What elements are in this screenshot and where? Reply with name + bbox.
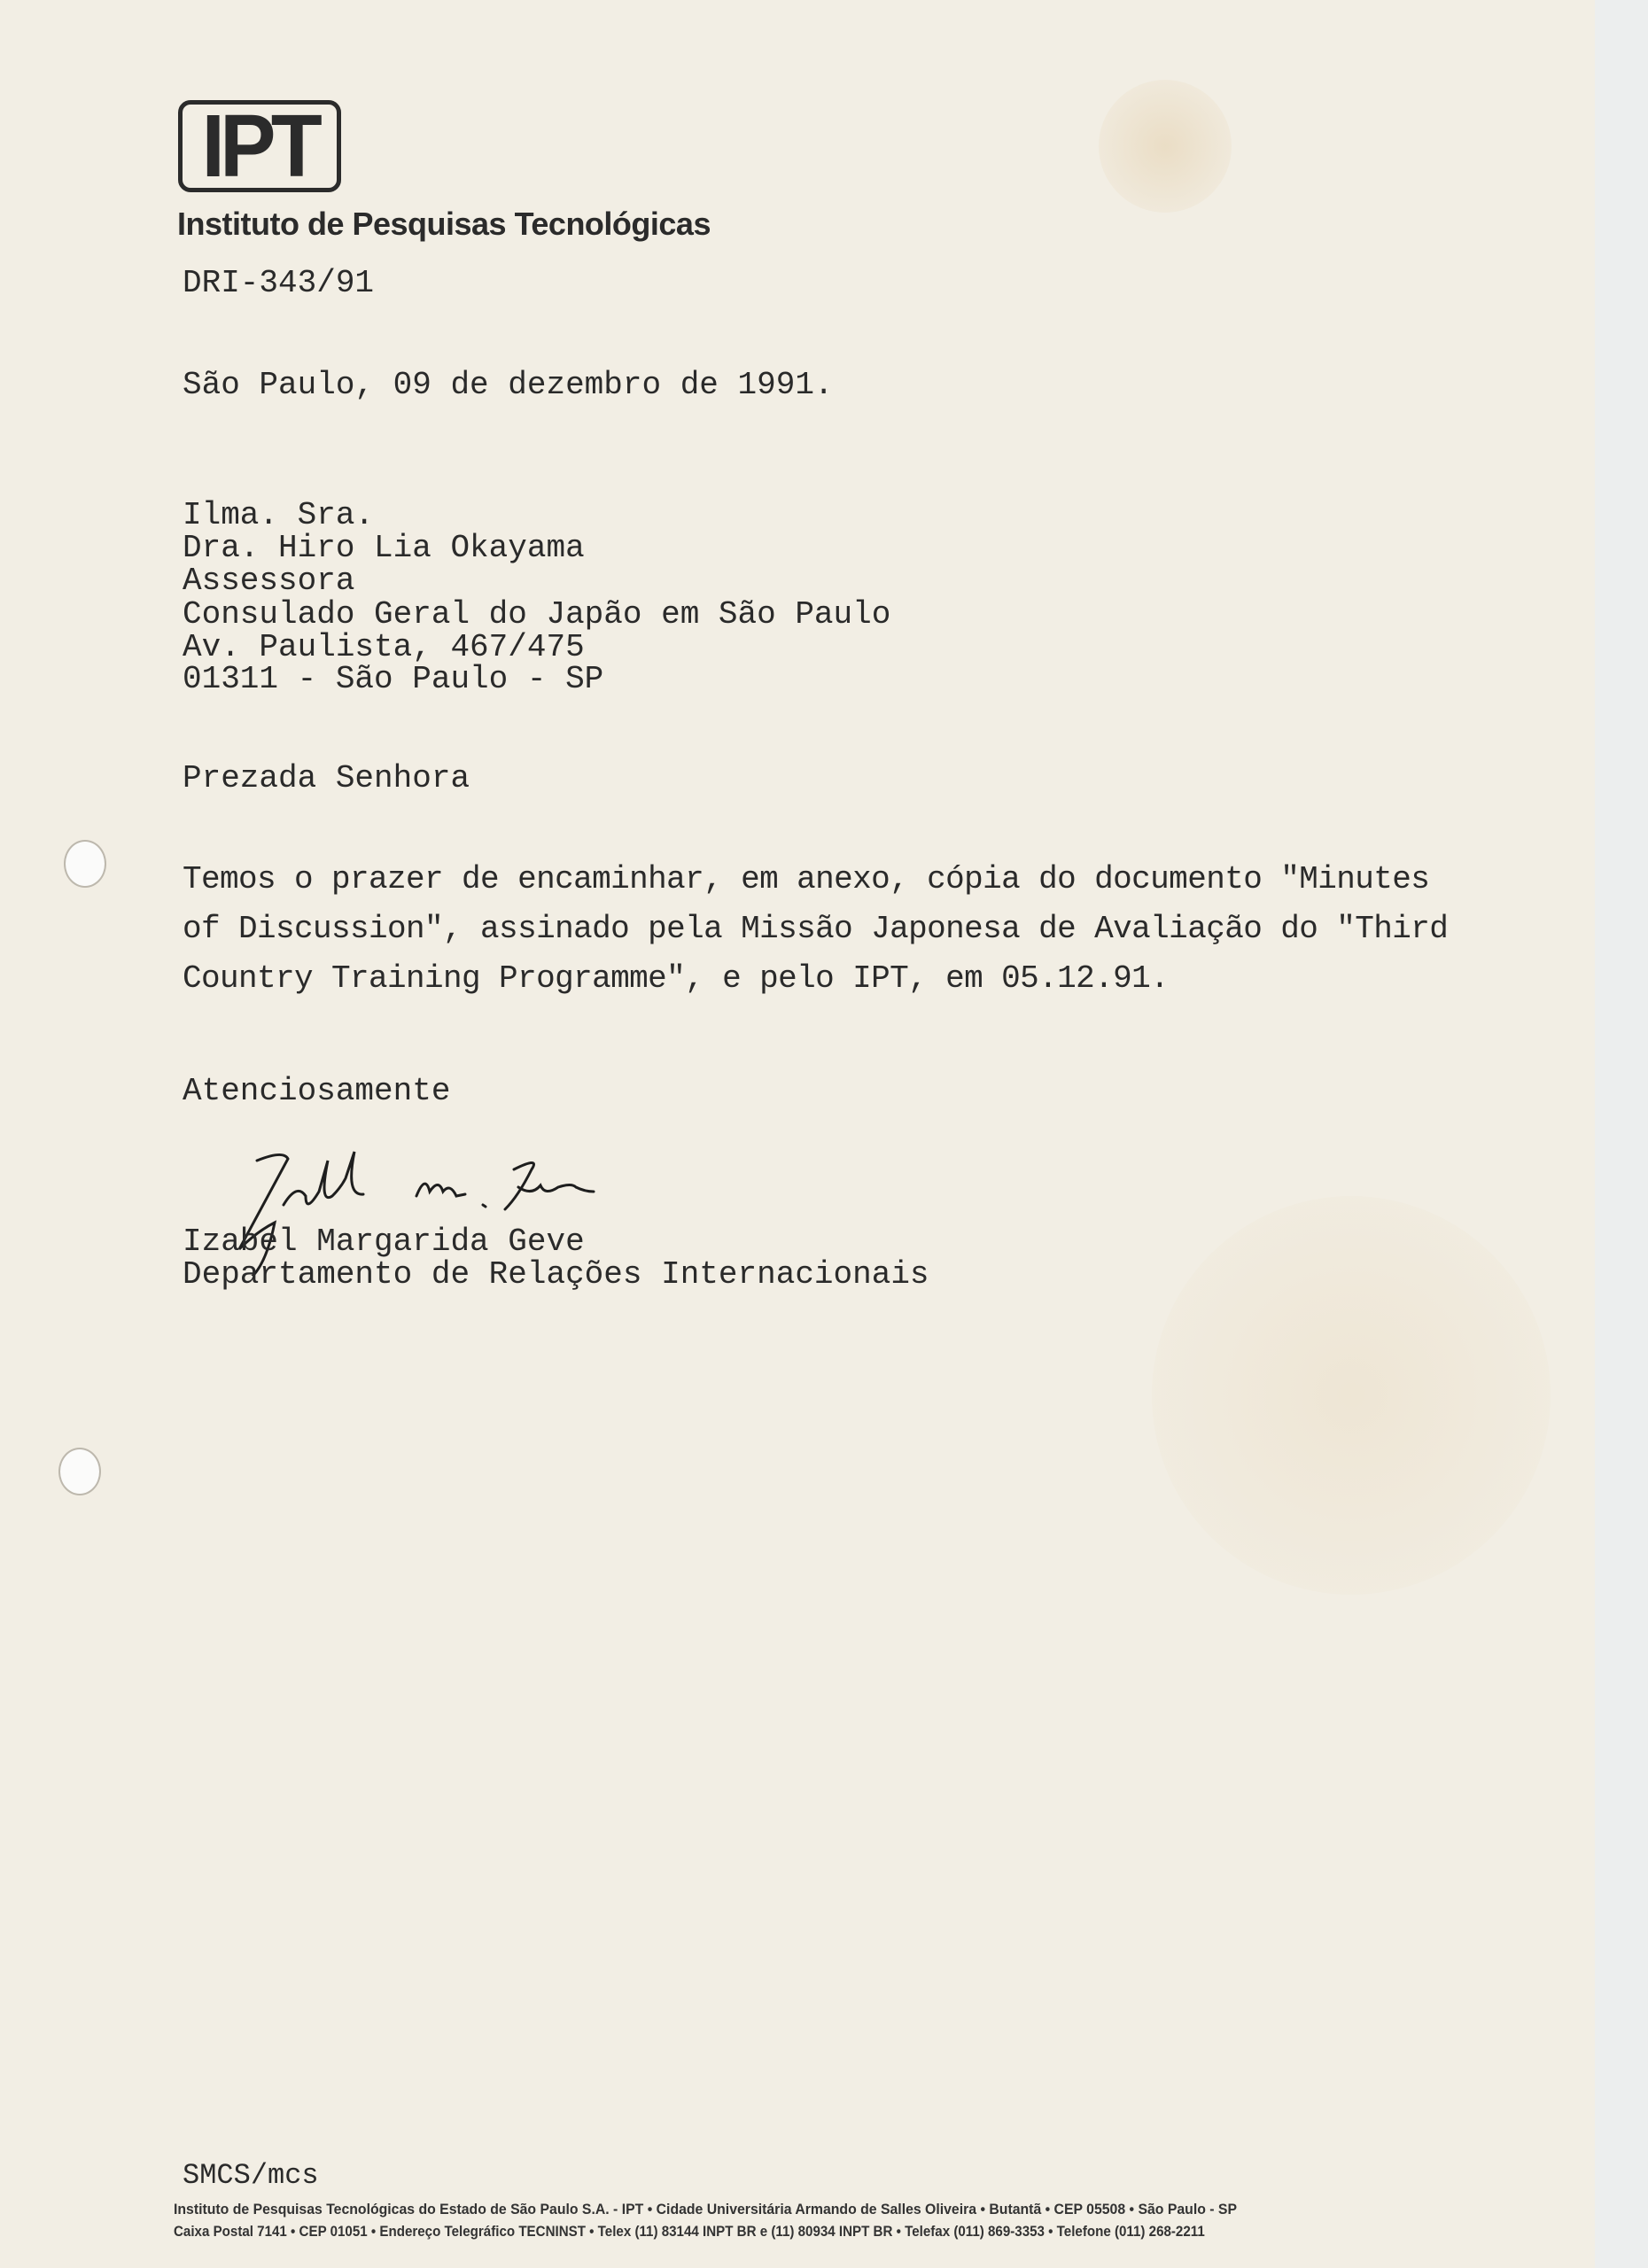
recipient-line: Ilma. Sra. (183, 497, 375, 533)
scan-edge (1595, 0, 1648, 2268)
body-line: Temos o prazer de encaminhar, em anexo, cópia do documento "Minutes (183, 861, 1430, 897)
recipient-line: Dra. Hiro Lia Okayama (183, 530, 585, 566)
closing: Atenciosamente (183, 1073, 451, 1109)
signer-name: Izabel Margarida Geve (183, 1223, 585, 1260)
paper-stain (1099, 80, 1232, 213)
body-line: of Discussion", assinado pela Missão Japonesa de Avaliação do "Third (183, 911, 1449, 947)
reference-number: DRI-343/91 (183, 265, 375, 301)
body-line: Country Training Programme", e pelo IPT, em 05.12.91. (183, 960, 1170, 997)
footer-contact-line: Caixa Postal 7141 • CEP 01051 • Endereço Telegráfico TECNINST • Telex (11) 83144 INPT BR e (11) 80934 INPT BR • Telefax (011) 869-3353 • Telefone (011) 268-2211 (174, 2223, 1205, 2240)
punch-hole (58, 1448, 101, 1495)
institution-name: Instituto de Pesquisas Tecnológicas (177, 206, 711, 242)
punch-hole (64, 840, 106, 888)
signer-department: Departamento de Relações Internacionais (183, 1256, 929, 1293)
recipient-line: Assessora (183, 563, 355, 599)
recipient-line: 01311 - São Paulo - SP (183, 661, 604, 697)
footer-address-line: Instituto de Pesquisas Tecnológicas do Estado de São Paulo S.A. - IPT • Cidade Universitária Armando de Salles Oliveira • Butantã • CEP 05508 • São Paulo - SP (174, 2201, 1238, 2218)
typist-initials: SMCS/mcs (183, 2159, 319, 2192)
ipt-logo: IPT (178, 100, 341, 192)
recipient-line: Consulado Geral do Japão em São Paulo (183, 596, 891, 633)
recipient-line: Av. Paulista, 467/475 (183, 629, 585, 665)
date-line: São Paulo, 09 de dezembro de 1991. (183, 367, 834, 403)
salutation: Prezada Senhora (183, 760, 470, 796)
paper-stain (1152, 1196, 1551, 1595)
